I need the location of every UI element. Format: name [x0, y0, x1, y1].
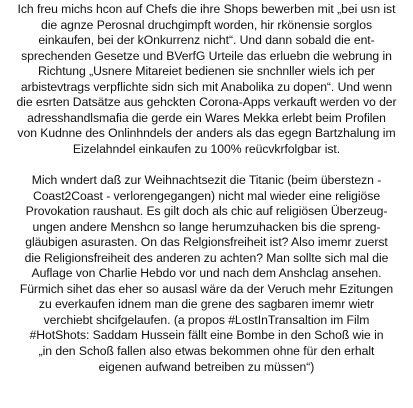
text-line: einkaufen, bei der kOnkurrenz nicht“. Und dann sobald die ent-	[38, 33, 375, 48]
text-line: arbistevtrags verpflichte sidn sich mit Anabolika zu dopen“. Und wenn	[20, 79, 393, 94]
text-line: verchiebt shcifgelaufen. (a propos #LostInTransaltion im Film	[43, 312, 370, 327]
paragraph-1	[0, 2, 413, 157]
text-line: Auflage von Charlie Hebdo vor und nach dem Anshclag ansehen.	[31, 266, 382, 281]
paragraph-2	[0, 173, 413, 375]
text-line: Coast2Coast - verlorengegangen) nicht mal wieder eine religiöse	[32, 188, 381, 203]
text-line: die Religionsfreiheit des anderen zu achten? Man sollte sich mal die	[24, 250, 389, 265]
text-line: Fürmich sihet das eher so ausasl wäre da der Veruch mehr Ezitungen	[19, 281, 394, 296]
text-line: die agnze Perosnal druchgimpft worden, hir rkönensie sorglos	[41, 17, 372, 32]
text-line: zu everkaufen idnem man die grene des sagbaren imemr wietr	[38, 297, 375, 312]
text-line: gläubigen asurasten. On das Relgionsfreiheit ist? Also imemr zuerst	[25, 235, 388, 250]
text-line: Provokation raushaut. Es gilt doch als chic auf religiösen Überzeug-	[25, 204, 388, 219]
paragraph-spacer	[0, 157, 413, 173]
text-line: eigenen aufwand betreiben zu müssen“)	[98, 359, 315, 374]
text-line: #HotShots: Saddam Hussein fällt eine Bombe in den Schoß wie in	[29, 328, 384, 343]
text-line: Mich wndert daß zur Weihnachtsezit die Titanic (beim überstezn -	[31, 172, 382, 187]
text-line: die esrten Datsätze aus gehckten Corona-Apps verkauft werden vo der	[16, 95, 397, 110]
text-line: ungen andere Menshcn so lange herumzuhacken bis die spreng-	[32, 219, 381, 234]
text-line: Richtung „Usnere Mitareiet bedienen sie snchnller wiels ich per	[38, 64, 375, 79]
text-line: sprechenden Gesetze und BVerfG Urteile das erluebn die webrung in	[21, 48, 392, 63]
text-line: Eizelahndel einkaufen zu 100% reücvkrfolgbar ist.	[72, 141, 341, 156]
text-line: „in den Schoß fallen also etwas bekommen ohne für den erhalt	[38, 343, 375, 358]
text-line: adresshandlsmafia die gerde ein Wares Mekka erlebt beim Profilen	[27, 110, 386, 125]
text-line: von Kudnne des Onlinhndels der anders als das egegn Bartzhalung im	[17, 126, 396, 141]
text-line: Ich freu michs hcon auf Chefs die ihre Shops bewerben mit „bei usn ist	[17, 2, 396, 16]
